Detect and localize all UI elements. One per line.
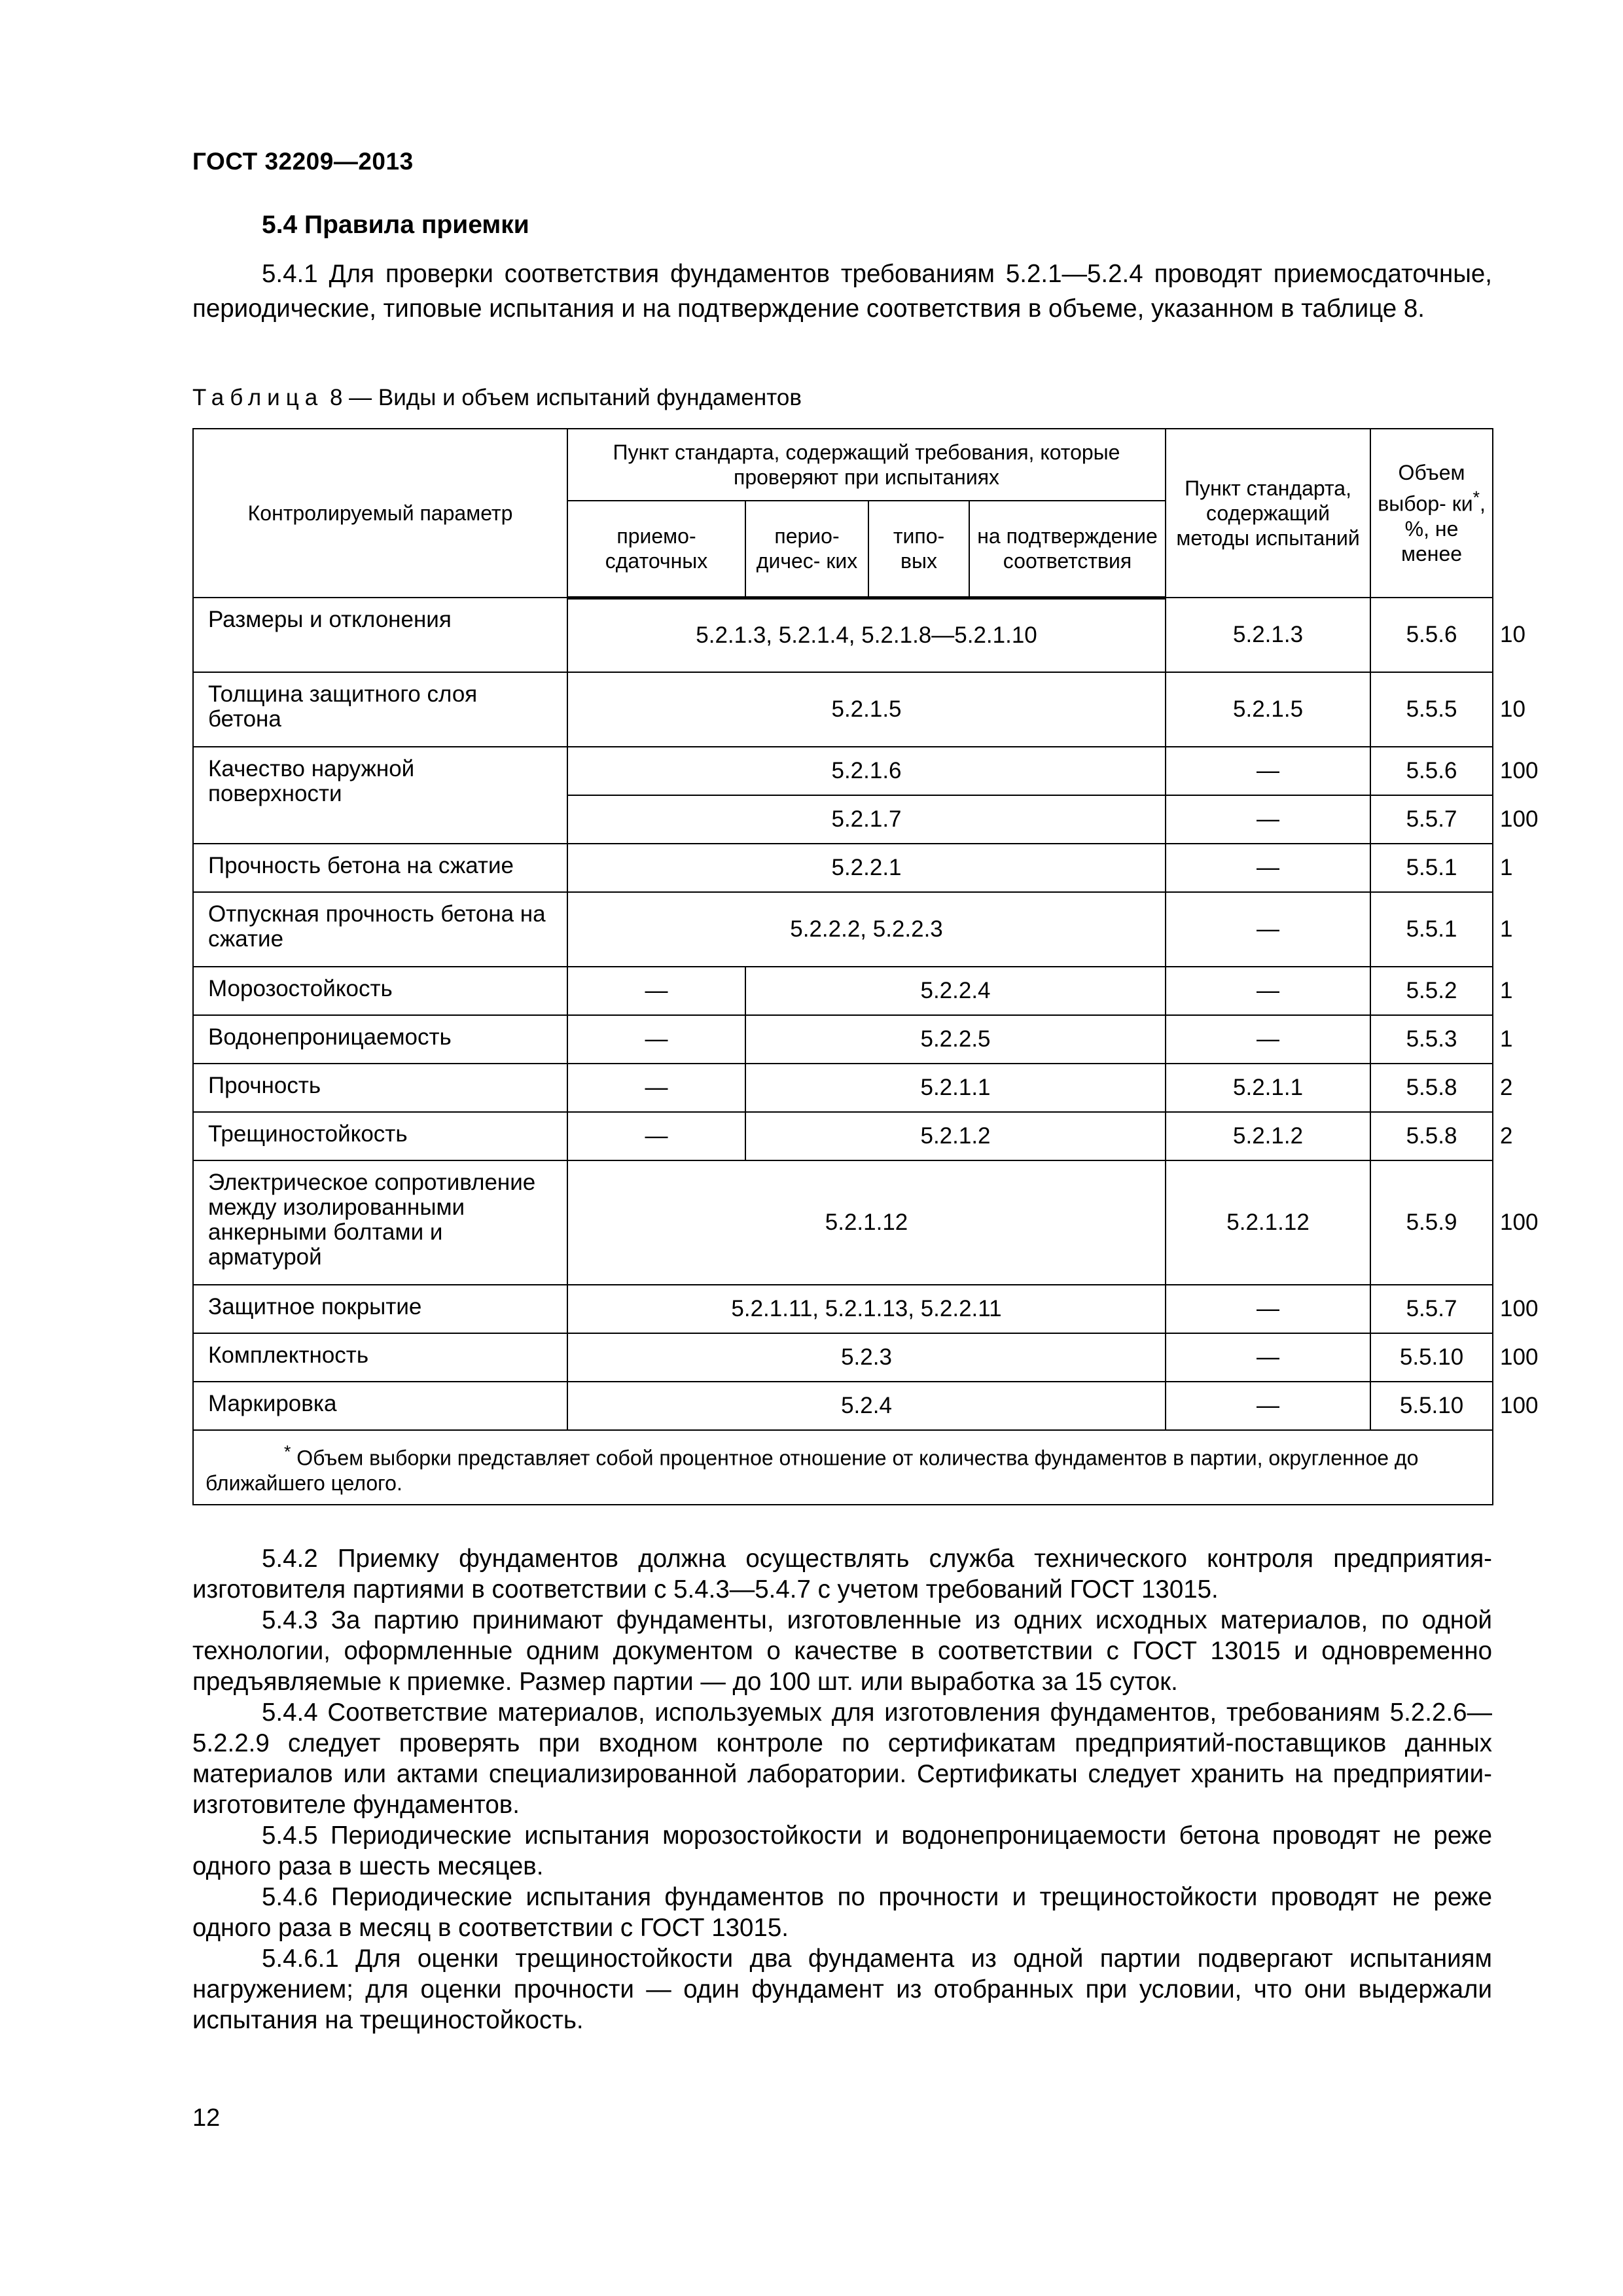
- table-row: Морозостойкость — 5.2.2.4 — 5.5.2 1: [193, 967, 1493, 1015]
- cell-conf: 5.2.1.5: [1166, 672, 1370, 747]
- footnote-mark: *: [284, 1442, 291, 1462]
- table-row: 5.2.1.7 — 5.5.7 100: [193, 795, 1493, 844]
- table-row: Толщина защитного слоя бетона 5.2.1.5 5.2.1.5 5.5.5 10: [193, 672, 1493, 747]
- cell-param: Водонепроницаемость: [193, 1015, 567, 1064]
- cell-param: Комплектность: [193, 1333, 567, 1382]
- cell-conf: 5.2.1.2: [1166, 1112, 1370, 1160]
- cell-param: Прочность: [193, 1064, 567, 1112]
- header-conformity: на подтверждение соответствия: [969, 501, 1166, 598]
- cell-method: 5.5.1: [1370, 892, 1493, 967]
- cell-method: 5.5.3: [1370, 1015, 1493, 1064]
- cell-conf: —: [1166, 892, 1370, 967]
- cell-conf: —: [1166, 1285, 1370, 1333]
- cell-conf: —: [1166, 1333, 1370, 1382]
- cell-req: 5.2.1.11, 5.2.1.13, 5.2.2.11: [567, 1285, 1166, 1333]
- header-acceptance: приемо- сдаточных: [567, 501, 745, 598]
- cell-req: 5.2.2.4: [745, 967, 1166, 1015]
- header-sample-label: Объем выбор- ки: [1378, 461, 1473, 516]
- table-caption-label: Таблица: [192, 385, 324, 410]
- table-row: Защитное покрытие 5.2.1.11, 5.2.1.13, 5.2.2.11 — 5.5.7 100: [193, 1285, 1493, 1333]
- cell-conf: 5.2.1.12: [1166, 1160, 1370, 1285]
- cell-req: 5.2.1.12: [567, 1160, 1166, 1285]
- cell-req: 5.2.2.1: [567, 844, 1166, 892]
- table-row: Электрическое сопротивление между изолированными анкерными болтами и арматурой 5.2.1.12 5.2.1.12 5.5.9 100: [193, 1160, 1493, 1285]
- cell-method: 5.5.7: [1370, 1285, 1493, 1333]
- cell-param: Морозостойкость: [193, 967, 567, 1015]
- cell-method: 5.5.9: [1370, 1160, 1493, 1285]
- cell-conf: 5.2.1.1: [1166, 1064, 1370, 1112]
- cell-method: 5.5.6: [1370, 598, 1493, 672]
- lower-paragraphs: [192, 1543, 1492, 2036]
- cell-conf: —: [1166, 795, 1370, 844]
- header-param: Контролируемый параметр: [193, 429, 567, 598]
- paragraph-5-4-3: 5.4.3 За партию принимают фундаменты, изготовленные из одних исходных материалов, по одной технологии, оформленные одним документом о качестве в соответствии с ГОСТ 13015 и одновременно предъявляемые к приемке. Размер партии — до 100 шт. или выработка за 15 суток.: [192, 1606, 1492, 1696]
- header-periodic: перио- дичес- ких: [745, 501, 868, 598]
- cell-method: 5.5.8: [1370, 1112, 1493, 1160]
- cell-conf: —: [1166, 844, 1370, 892]
- document-header: ГОСТ 32209—2013: [192, 148, 414, 175]
- header-group: Пункт стандарта, содержащий требования, которые проверяют при испытаниях: [567, 429, 1166, 501]
- cell-method: 5.5.8: [1370, 1064, 1493, 1112]
- cell-param: Маркировка: [193, 1382, 567, 1430]
- cell-req: 5.2.1.2: [745, 1112, 1166, 1160]
- cell-acc: —: [567, 967, 745, 1015]
- table-row: Водонепроницаемость — 5.2.2.5 — 5.5.3 1: [193, 1015, 1493, 1064]
- table-row: Отпускная прочность бетона на сжатие 5.2.2.2, 5.2.2.3 — 5.5.1 1: [193, 892, 1493, 967]
- header-sample-unit: , %, не менее: [1401, 492, 1486, 565]
- cell-conf: —: [1166, 747, 1370, 795]
- cell-req: 5.2.4: [567, 1382, 1166, 1430]
- cell-param: Качество наружной поверхности: [193, 747, 567, 844]
- paragraph-5-4-4: 5.4.4 Соответствие материалов, используемых для изготовления фундаментов, требованиям 5.2.2.6—5.2.2.9 следует проверять при входном контроле по сертификатам предприятий-поставщиков данных материалов или актами специализированной лаборатории. Сертификаты следует хранить на предприятии-изготовителе фундаментов.: [192, 1698, 1492, 1819]
- table-row: Прочность бетона на сжатие 5.2.2.1 — 5.5.1 1: [193, 844, 1493, 892]
- cell-req: 5.2.2.2, 5.2.2.3: [567, 892, 1166, 967]
- cell-method: 5.5.1: [1370, 844, 1493, 892]
- page-number: 12: [192, 2104, 221, 2132]
- table-row: Маркировка 5.2.4 — 5.5.10 100: [193, 1382, 1493, 1430]
- cell-method: 5.5.6: [1370, 747, 1493, 795]
- footnote-text: Объем выборки представляет собой процентное отношение от количества фундаментов в партии, округленное до ближайшего целого.: [205, 1446, 1419, 1495]
- cell-req: 5.2.1.3, 5.2.1.4, 5.2.1.8—5.2.1.10: [567, 598, 1166, 672]
- intro-paragraph: 5.4.1 Для проверки соответствия фундаментов требованиям 5.2.1—5.2.4 проводят приемосдаточные, периодические, типовые испытания и на подтверждение соответствия в объеме, указанном в таблице 8.: [192, 260, 1492, 323]
- cell-method: 5.5.2: [1370, 967, 1493, 1015]
- header-methods: Пункт стандарта, содержащий методы испытаний: [1166, 429, 1370, 598]
- paragraph-5-4-5: 5.4.5 Периодические испытания морозостойкости и водонепроницаемости бетона проводят не реже одного раза в шесть месяцев.: [192, 1821, 1492, 1880]
- cell-acc: —: [567, 1064, 745, 1112]
- section-title: 5.4 Правила приемки: [262, 211, 529, 239]
- cell-conf: —: [1166, 1015, 1370, 1064]
- cell-param: Отпускная прочность бетона на сжатие: [193, 892, 567, 967]
- cell-conf: —: [1166, 967, 1370, 1015]
- header-sample-mark: *: [1472, 488, 1480, 508]
- table-row: Размеры и отклонения 5.2.1.3, 5.2.1.4, 5.2.1.8—5.2.1.10 5.2.1.3 5.5.6 10: [193, 598, 1493, 672]
- cell-method: 5.5.10: [1370, 1382, 1493, 1430]
- cell-method: 5.5.7: [1370, 795, 1493, 844]
- header-typical: типо- вых: [868, 501, 969, 598]
- table-row: Качество наружной поверхности 5.2.1.6 — 5.5.6 100: [193, 747, 1493, 795]
- cell-acc: —: [567, 1112, 745, 1160]
- cell-req: 5.2.3: [567, 1333, 1166, 1382]
- paragraph-5-4-6-1: 5.4.6.1 Для оценки трещиностойкости два фундамента из одной партии подвергают испытаниям нагружением; для оценки прочности — один фундамент из отобранных при условии, что они выдержали испытания на трещиностойкость.: [192, 1945, 1492, 2034]
- cell-req: 5.2.1.5: [567, 672, 1166, 747]
- table-caption-text: 8 — Виды и объем испытаний фундаментов: [323, 385, 802, 410]
- table-row: Трещиностойкость — 5.2.1.2 5.2.1.2 5.5.8 2: [193, 1112, 1493, 1160]
- cell-method: 5.5.5: [1370, 672, 1493, 747]
- table-caption: [192, 385, 802, 411]
- cell-req: 5.2.2.5: [745, 1015, 1166, 1064]
- cell-req: 5.2.1.1: [745, 1064, 1166, 1112]
- cell-method: 5.5.10: [1370, 1333, 1493, 1382]
- paragraph-5-4-2: 5.4.2 Приемку фундаментов должна осуществлять служба технического контроля предприятия-изготовителя партиями в соответствии с 5.4.3—5.4.7 с учетом требований ГОСТ 13015.: [192, 1545, 1492, 1604]
- table-row: Прочность — 5.2.1.1 5.2.1.1 5.5.8 2: [193, 1064, 1493, 1112]
- paragraph-5-4-6: 5.4.6 Периодические испытания фундаментов по прочности и трещиностойкости проводят не реже одного раза в месяц в соответствии с ГОСТ 13015.: [192, 1883, 1492, 1942]
- cell-req: 5.2.1.6: [567, 747, 1166, 795]
- cell-conf: —: [1166, 1382, 1370, 1430]
- cell-param: Размеры и отклонения: [193, 598, 567, 672]
- header-sample: [1370, 429, 1493, 598]
- cell-param: Электрическое сопротивление между изолированными анкерными болтами и арматурой: [193, 1160, 567, 1285]
- table-row: Комплектность 5.2.3 — 5.5.10 100: [193, 1333, 1493, 1382]
- table-footnote-row: [193, 1430, 1493, 1505]
- cell-conf: 5.2.1.3: [1166, 598, 1370, 672]
- cell-acc: —: [567, 1015, 745, 1064]
- cell-param: Защитное покрытие: [193, 1285, 567, 1333]
- tests-table: [192, 428, 1539, 1505]
- cell-param: Трещиностойкость: [193, 1112, 567, 1160]
- table-footnote: [193, 1430, 1493, 1505]
- cell-param: Толщина защитного слоя бетона: [193, 672, 567, 747]
- cell-param: Прочность бетона на сжатие: [193, 844, 567, 892]
- cell-req: 5.2.1.7: [567, 795, 1166, 844]
